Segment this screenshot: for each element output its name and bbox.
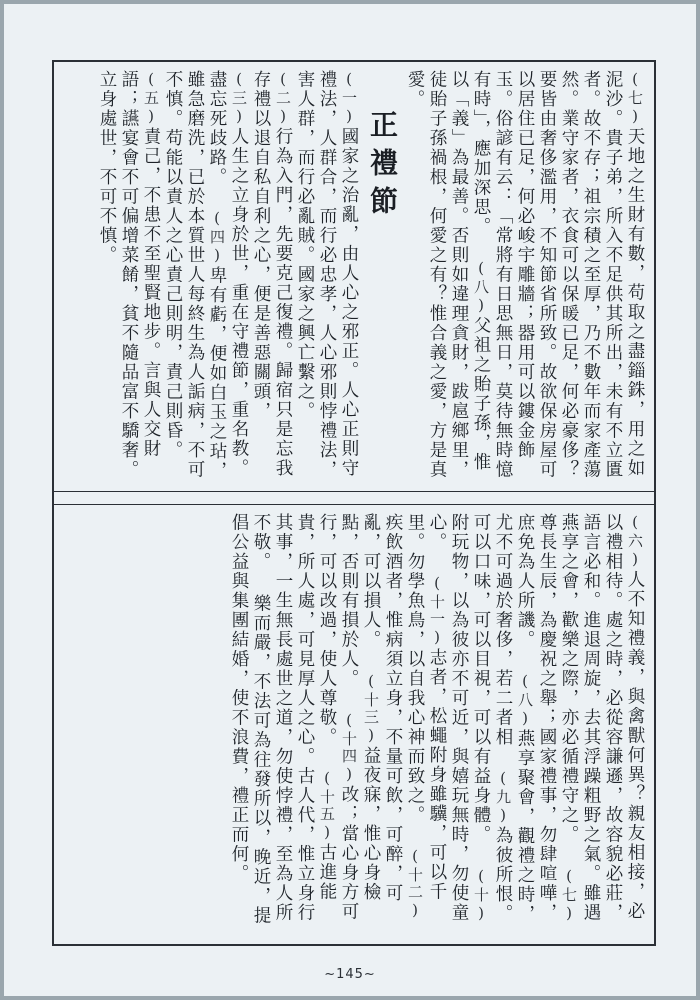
bottom-panel-text [62,513,646,938]
item-text: 燕享聚會，觀禮之時，尤不可過於奢侈，若二者相 [493,513,535,924]
item-text: 人生之立身於世，重在守禮節，重名教。盡忘死歧路。 [207,70,249,478]
item-text: 人不知禮義，與禽獸何異？親友相接，必以禮相待。處之時，必從容謙遜，故容貌必莊，語言必和。進退周旋，去其浮躁粗野之氣。雖遇燕享之會，歡樂之際，亦必循禮守之。 [559,513,645,923]
item-number: (三) [230,70,248,127]
item-number: (八) [472,258,490,316]
item-number: (十一) [428,574,446,648]
item-number: (四) [208,209,226,266]
item-text: 卑有虧，便如白玉之玷，雖急磨洗，已於本質世人每終生為人詬病，不可不慎。苟能以責人之心責己則明，責己則昏。 [163,70,227,481]
item-text: 行為入門，先要克己復禮。歸宿只是忘我存禮以退自私自利之心，便是善惡關頭， [251,70,293,478]
item-text: 責己，不患不至聖賢地步。言與人交財語；讌宴會不可偏增菜餚，貧不隨品富不驕奢。立身處世，不可不慎。 [97,70,161,480]
bottom-item-6 [559,513,645,923]
item-number: (七) [626,70,644,127]
section-heading: 正禮節 [366,110,399,224]
item-number: (九) [494,769,512,826]
item-text: 樂而嚴，不法可為往發所以，晚近，提倡公益與集團結婚，使不浪費，禮正而何。 [229,513,271,925]
item-number: (二) [274,70,292,127]
item-text: 尊長生辰，為慶祝之舉；國家禮事，勿肆喧嘩，庶免為人所譏。 [515,513,557,923]
item-number: (八) [516,671,534,729]
item-number: (六) [626,513,644,570]
item-text: 古進能貴，所人處，可見厚人之心。古人代，惟立身行其事，一生無長處世之道，勿使悖禮，至為人所不敬。 [251,513,337,923]
item-number: (一) [340,70,358,127]
item-text: 益夜寐，惟心身檢點，否則有損於人。 [339,513,381,902]
top-item-2 [251,70,293,478]
item-number: (十三) [362,671,380,746]
item-text: 改；當心身方可行，可以改過，使人尊敬。 [317,513,359,921]
top-item-7 [471,70,645,480]
item-text: 志者，松蠅附身雖驥，可以千里。勿學魚鳥，以自我心神而致之。 [405,513,447,902]
item-number: (七) [560,866,578,924]
item-number: (十) [472,866,490,924]
item-number: (十五) [318,769,336,843]
bottom-item-tail [229,513,271,925]
top-item-5 [97,70,161,480]
scanned-page [4,4,696,996]
bottom-panel [54,504,654,944]
item-text: 天地之生財有數，苟取之盡錙銖，用之如泥沙。貴子弟，所入不足供其所出，未有不立匱者。故不存；祖宗積之至厚，乃不數年而家產蕩然。業守家者，衣食可以保暖已足，何必豪侈？要皆由奢侈濫用，不知節省所致。故欲保房屋可以居住已足，何必峻宇雕牆；器用可以鏤金飾玉。俗諺有云：「常將有日思無日，莫待無時憶有時」，應加深思。 [471,70,645,480]
page-frame [52,60,656,946]
bottom-item-11 [405,513,447,902]
item-text: 國家之治亂，由人心之邪正。人心正則守禮法，人群合，而行必忠孝，人心邪則悖禮法，害人群，而行必亂賊。國家之興亡繫之。 [295,70,359,480]
item-number: (十二) [406,847,424,921]
item-text: 為彼所恨。可以口味，可以目視，可以有益身體。 [471,513,513,924]
item-text: 附玩物，以為彼亦不可近，與嬉玩無時，勿使童心。 [427,513,469,923]
item-text: 父祖之貽子孫，惟以「義」為最善。否則如違理貪財，跋扈鄉里，徒貽子孫禍根，何愛之有？惟合義之愛，方是真愛。 [405,70,491,480]
item-number: (五) [142,70,160,127]
page-number: ~145~ [324,967,376,982]
top-panel [54,62,654,492]
top-panel-text [62,70,646,485]
item-number: (十四) [340,710,358,785]
item-text: 疾飲酒者，惟病須立身，不量可飲，可醉，可亂，可以損人。 [361,513,403,903]
top-item-1 [295,70,359,480]
